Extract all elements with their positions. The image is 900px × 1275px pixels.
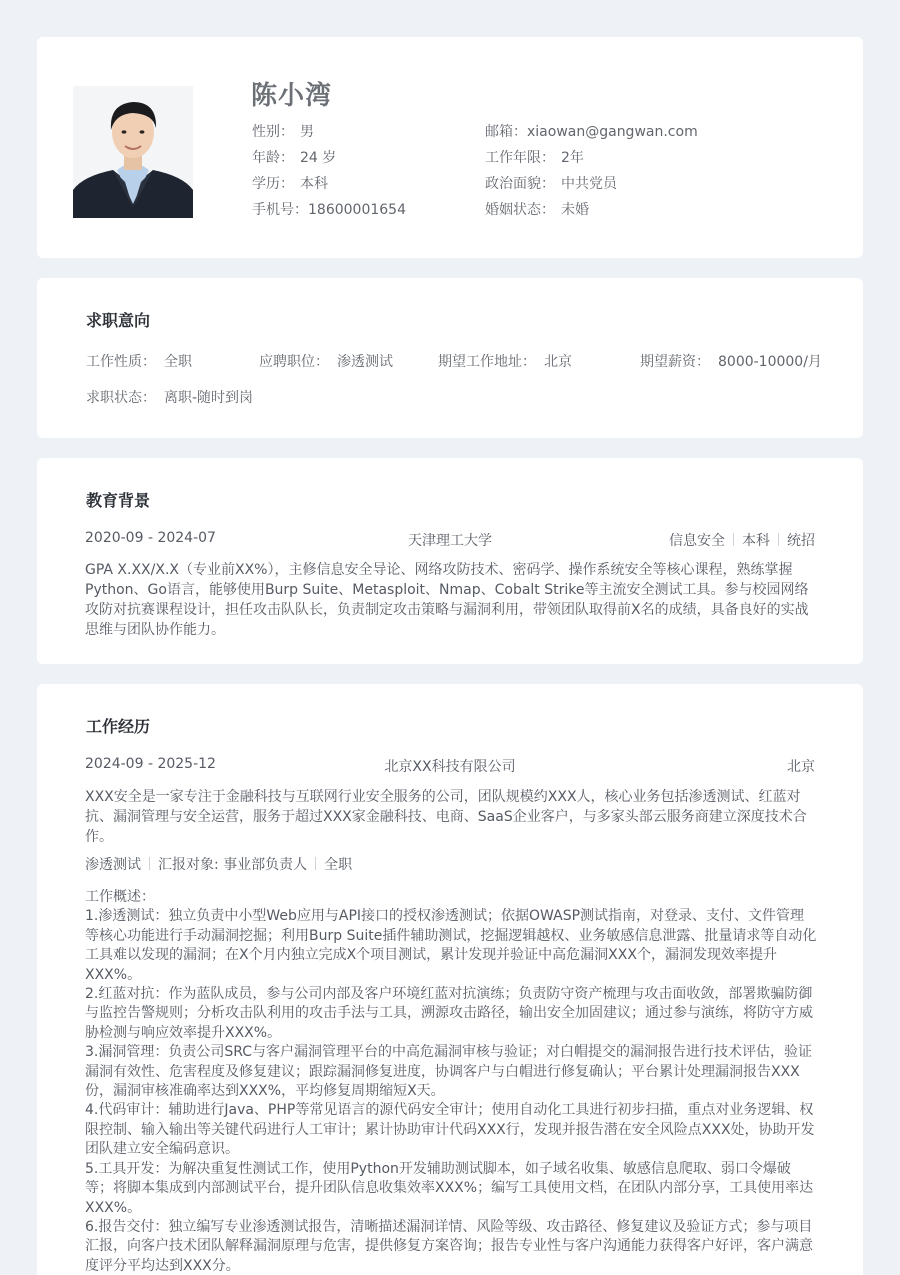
phone-row — [252, 199, 406, 219]
status-value: 离职-随时到岗 — [164, 390, 254, 406]
work-period: 2024-09 - 2025-12 — [85, 756, 216, 772]
work-type-field — [86, 351, 192, 371]
location-label: 期望工作地址： — [438, 354, 536, 370]
work-location: 北京 — [787, 759, 815, 775]
location-field — [438, 351, 572, 371]
role-tag: 渗透测试 — [85, 857, 141, 873]
avatar — [73, 86, 193, 218]
work-type-label: 工作性质： — [86, 354, 156, 370]
avatar-photo-icon — [73, 86, 193, 218]
salary-value: 8000-10000/月 — [718, 354, 822, 370]
education-description: GPA X.XX/X.X（专业前XX%），主修信息安全导论、网络攻防技术、密码学、操作系统安全等核心课程，熟练掌握Python、Go语言，能够使用Burp Suite、Metasploit、Nmap、Cobalt Strike等主流安全测试工具。参与校园网络攻防对抗赛课程设计，担任攻击队队长，负责制定攻击策略与漏洞利用，带领团队取得前X名的成绩，具备良好的实战思维与团队协作能力。 — [85, 562, 809, 638]
experience-value: 2年 — [561, 150, 584, 166]
political-value: 中共党员 — [561, 176, 617, 192]
candidate-name: 陈小湾 — [251, 81, 333, 111]
gender-row — [252, 121, 314, 141]
company-intro: XXX安全是一家专注于金融科技与互联网行业安全服务的公司，团队规模约XXX人，核心业务包括渗透测试、红蓝对抗、漏洞管理与安全运营，服务于超过XXX家金融科技、电商、SaaS企业客户，与多家头部云服务商建立深度技术合作。 — [85, 789, 807, 845]
degree-label: 学历： — [252, 176, 294, 192]
political-row — [485, 173, 617, 193]
work-header — [85, 756, 815, 776]
duty-item: 6.报告交付：独立编写专业渗透测试报告，清晰描述漏洞详情、风险等级、攻击路径、修复建议及验证方式；参与项目汇报，向客户技术团队解释漏洞原理与危害，提供修复方案咨询；报告专业性与客户沟通能力获得客户好评，客户满意度评分平均达到XXX分。 — [85, 1218, 813, 1274]
salary-label: 期望薪资： — [640, 354, 710, 370]
gender-label: 性别： — [252, 124, 294, 140]
phone-value: 18600001654 — [308, 202, 406, 218]
status-field — [86, 387, 253, 407]
political-label: 政治面貌： — [485, 176, 555, 192]
major-tag: 信息安全 — [669, 533, 725, 549]
degree-value: 本科 — [300, 176, 328, 192]
marital-row — [485, 199, 589, 219]
work-experience-card — [37, 684, 863, 1275]
school-name: 天津理工大学 — [408, 533, 492, 549]
duty-item: 4.代码审计：辅助进行Java、PHP等常见语言的源代码安全审计；使用自动化工具进行初步扫描，重点对业务逻辑、权限控制、输入输出等关键代码进行人工审计；累计协助审计代码XXX行，发现并报告潜在安全风险点XXX处，协助开发团队建立安全编码意识。 — [85, 1102, 815, 1158]
degree-tag: 本科 — [742, 533, 770, 549]
age-value: 24 岁 — [300, 150, 337, 166]
duty-item: 5.工具开发：为解决重复性测试工作，使用Python开发辅助测试脚本，如子域名收集、敏感信息爬取、弱口令爆破等；将脚本集成到内部测试平台，提升团队信息收集效率XXX%；编写工具使用文档，在团队内部分享，工具使用率达XXX%。 — [85, 1160, 814, 1216]
experience-label: 工作年限： — [485, 150, 555, 166]
education-tags — [669, 530, 815, 550]
work-overview — [85, 888, 817, 1275]
duty-item: 1.渗透测试：独立负责中小型Web应用与API接口的授权渗透测试；依据OWASP测试指南，对登录、支付、文件管理等核心功能进行手动漏洞挖掘；利用Burp Suite插件辅助测试，挖掘逻辑越权、业务敏感信息泄露、批量请求等自动化工具难以发现的漏洞；在X个月内独立完成X个项目测试，累计发现并验证中高危漏洞XXX个，漏洞发现效率提升XXX%。 — [85, 908, 817, 983]
enroll-type-tag: 统招 — [787, 533, 815, 549]
work-title: 工作经历 — [86, 717, 151, 736]
education-card — [37, 458, 863, 664]
education-title: 教育背景 — [86, 491, 151, 510]
profile-card — [37, 37, 863, 258]
duty-item: 3.漏洞管理：负责公司SRC与客户漏洞管理平台的中高危漏洞审核与验证；对白帽提交的漏洞报告进行技术评估，验证漏洞有效性、危害程度及修复建议；跟踪漏洞修复进度，协调客户与白帽进行修复确认；平台累计处理漏洞报告XXX份，漏洞审核准确率达到XXX%，平均修复周期缩短X天。 — [85, 1044, 813, 1100]
email-label: 邮箱： — [485, 124, 527, 140]
work-type-value: 全职 — [164, 354, 192, 370]
tag-divider — [315, 857, 316, 870]
work-tags — [85, 854, 352, 874]
tag-divider — [149, 857, 150, 870]
experience-row — [485, 147, 584, 167]
phone-label: 手机号： — [252, 202, 308, 218]
salary-field — [640, 351, 822, 371]
job-intent-card — [37, 278, 863, 438]
position-label: 应聘职位： — [259, 354, 329, 370]
gender-value: 男 — [300, 124, 314, 140]
employment-type-tag: 全职 — [324, 857, 353, 873]
duty-item: 2.红蓝对抗：作为蓝队成员，参与公司内部及客户环境红蓝对抗演练；负责防守资产梳理与攻击面收敛，部署欺骗防御与监控告警规则；分析攻击队利用的攻击手法与工具，溯源攻击路径，输出安全加固建议；通过参与演练，将防守方威胁检测与响应效率提升XXX%。 — [85, 986, 813, 1041]
email-value: xiaowan@gangwan.com — [527, 124, 698, 140]
tag-divider — [733, 533, 734, 546]
age-row — [252, 147, 336, 167]
marital-label: 婚姻状态： — [485, 202, 555, 218]
age-label: 年龄： — [252, 150, 294, 166]
position-value: 渗透测试 — [337, 354, 393, 370]
education-period: 2020-09 - 2024-07 — [85, 530, 216, 546]
status-label: 求职状态： — [86, 390, 156, 406]
position-field — [259, 351, 393, 371]
location-value: 北京 — [544, 354, 572, 370]
marital-value: 未婚 — [561, 202, 589, 218]
education-header — [85, 530, 815, 550]
intent-title: 求职意向 — [86, 311, 151, 330]
tag-divider — [778, 533, 779, 546]
email-row — [485, 121, 698, 141]
degree-row — [252, 173, 328, 193]
overview-label: 工作概述： — [85, 889, 155, 905]
report-to-tag: 汇报对象: 事业部负责人 — [158, 857, 308, 873]
company-name: 北京XX科技有限公司 — [384, 759, 516, 775]
